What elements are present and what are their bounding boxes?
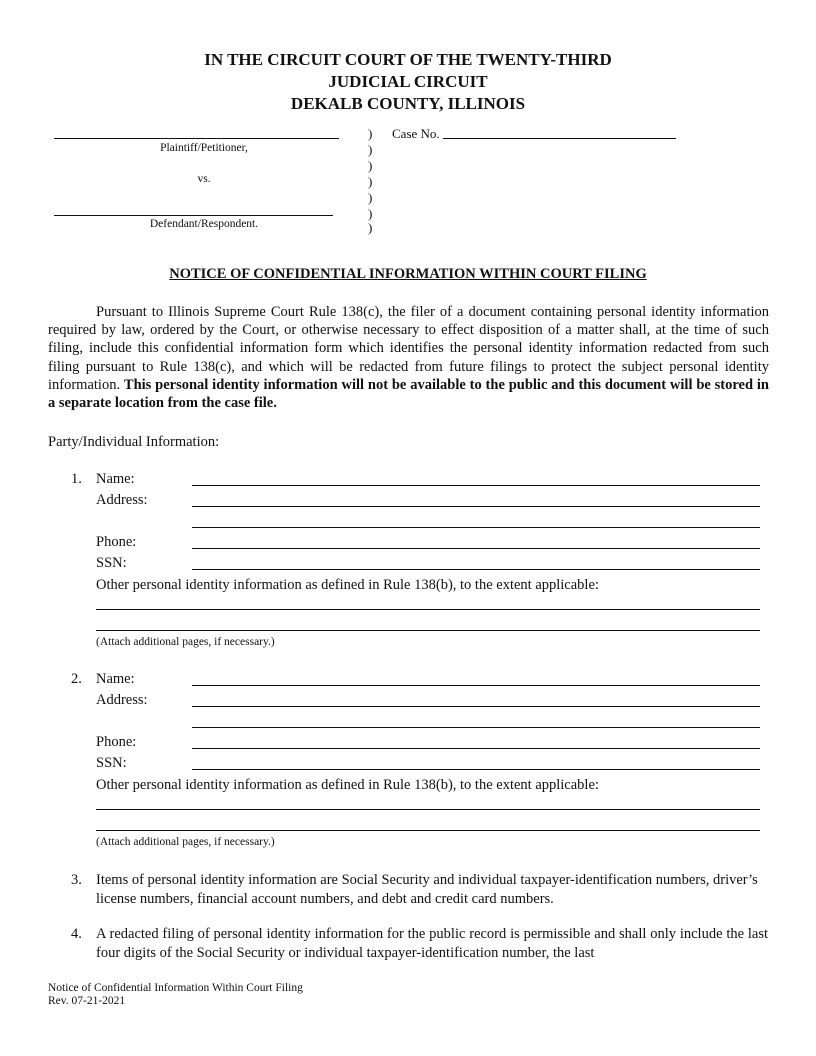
defendant-label: Defendant/Respondent.: [149, 218, 259, 230]
item-3-number: 3.: [71, 872, 82, 888]
party-2-address-line-2[interactable]: [192, 727, 760, 728]
party-1-address-line-2[interactable]: [192, 527, 760, 528]
caption-paren: ): [368, 206, 373, 221]
party-1-other-line-1[interactable]: [96, 609, 760, 610]
party-1-attach-note: (Attach additional pages, if necessary.): [96, 636, 275, 648]
party-1-address-label: Address:: [96, 492, 148, 508]
party-2-name-line[interactable]: [192, 685, 760, 686]
case-no-line[interactable]: [443, 138, 676, 139]
plaintiff-label: Plaintiff/Petitioner,: [160, 142, 248, 154]
party-2-other-line-2[interactable]: [96, 830, 760, 831]
party-2-name-label: Name:: [96, 671, 135, 687]
caption-paren: ): [368, 220, 373, 235]
party-2-number: 2.: [71, 671, 82, 687]
caption-paren: ): [368, 158, 373, 173]
party-2-attach-note: (Attach additional pages, if necessary.): [96, 836, 275, 848]
footer-revision: Rev. 07-21-2021: [48, 995, 126, 1007]
party-1-number: 1.: [71, 471, 82, 487]
party-2-ssn-label: SSN:: [96, 755, 127, 771]
vs-label: vs.: [197, 173, 211, 185]
defendant-name-line[interactable]: [54, 215, 333, 216]
party-1-other-label: Other personal identity information as defined in Rule 138(b), to the extent applicable:: [96, 577, 599, 593]
party-2-other-line-1[interactable]: [96, 809, 760, 810]
caption-paren: ): [368, 190, 373, 205]
court-title-line-1: IN THE CIRCUIT COURT OF THE TWENTY-THIRD: [204, 50, 612, 69]
item-4-text: A redacted filing of personal identity information for the public record is permissible and shall only include the last four digits of the Social Security or individual taxpayer-identification number, the last: [96, 926, 768, 961]
party-1-name-line[interactable]: [192, 485, 760, 486]
plaintiff-name-line[interactable]: [54, 138, 339, 139]
intro-paragraph: [48, 303, 769, 412]
party-heading: Party/Individual Information:: [48, 434, 220, 450]
party-1-name-label: Name:: [96, 471, 135, 487]
party-1-address-line-1[interactable]: [192, 506, 760, 507]
party-1-other-line-2[interactable]: [96, 630, 760, 631]
party-2-other-label: Other personal identity information as defined in Rule 138(b), to the extent applicable:: [96, 777, 599, 793]
caption-paren: ): [368, 142, 373, 157]
case-no-label: Case No.: [392, 126, 440, 141]
party-1-ssn-line[interactable]: [192, 569, 760, 570]
party-2-ssn-line[interactable]: [192, 769, 760, 770]
intro-bold-text: This personal identity information will not be available to the public and this document will be stored in a separate location from the case file.: [48, 376, 769, 412]
party-2-address-label: Address:: [96, 692, 148, 708]
footer-title: Notice of Confidential Information Within Court Filing: [48, 982, 303, 994]
intro-regular-text: Pursuant to Illinois Supreme Court Rule 138(c), the filer of a document containing personal identity information required by law, ordered by the Court, or otherwise necessary to effect disposition of a matter shall, at the time of such filing, include this confidential information form which identifies the personal identity information redacted from such filing pursuant to Rule 138(c), and which will be redacted from future filings to protect the subject personal identity information.: [48, 304, 769, 393]
court-title-line-2: JUDICIAL CIRCUIT: [328, 72, 488, 91]
party-1-phone-line[interactable]: [192, 548, 760, 549]
court-title-line-3: DEKALB COUNTY, ILLINOIS: [290, 94, 526, 113]
party-2-address-line-1[interactable]: [192, 706, 760, 707]
party-1-ssn-label: SSN:: [96, 555, 127, 571]
party-2-phone-label: Phone:: [96, 734, 137, 750]
party-2-phone-line[interactable]: [192, 748, 760, 749]
party-1-phone-label: Phone:: [96, 534, 137, 550]
item-3-text: Items of personal identity information are Social Security and individual taxpayer-identification numbers, driver’s license numbers, financial account numbers, and debt and credit card numbers.: [96, 872, 758, 907]
caption-paren: ): [368, 126, 373, 141]
caption-paren: ): [368, 174, 373, 189]
item-4-number: 4.: [71, 926, 82, 942]
notice-title: NOTICE OF CONFIDENTIAL INFORMATION WITHIN COURT FILING: [169, 266, 647, 282]
